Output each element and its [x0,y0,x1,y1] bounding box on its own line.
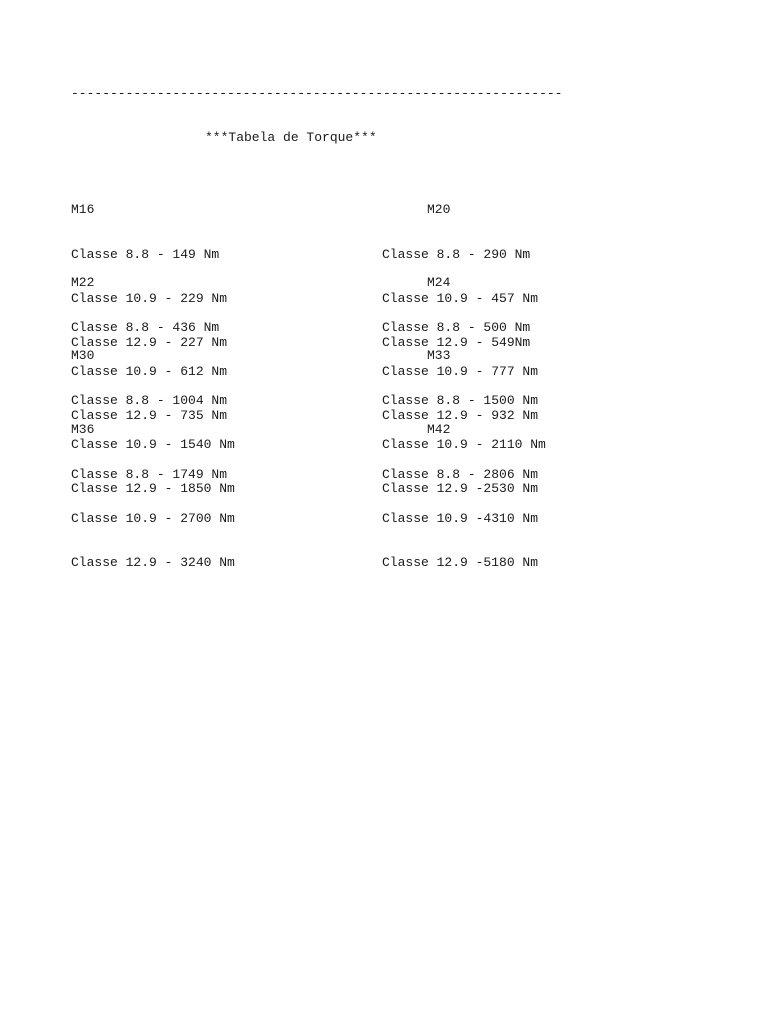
torque-line: Classe 10.9 - 229 Nm [71,290,228,306]
torque-line: Classe 8.8 - 290 Nm [382,246,531,262]
document-title: ***Tabela de Torque*** [205,130,377,145]
torque-line: Classe 12.9 - 549Nm [382,334,531,350]
torque-line: Classe 12.9 - 1850 Nm [71,480,235,496]
torque-line: Classe 10.9 - 2700 Nm [71,510,235,526]
bolt-size-heading: M30 [71,348,95,364]
separator-line: --------------------------------------------------------------- [71,86,563,101]
bolt-size-heading: M16 [71,202,95,218]
torque-line: Classe 8.8 - 1749 Nm [71,466,228,482]
torque-line: Classe 8.8 - 1004 Nm [71,392,228,408]
bolt-size-heading: M42 [427,422,451,438]
bolt-size-heading: M20 [427,202,451,218]
bolt-size-heading: M22 [71,275,95,291]
bolt-size-heading: M36 [71,422,95,438]
torque-line: Classe 10.9 - 612 Nm [71,363,228,379]
torque-line: Classe 12.9 -2530 Nm [382,480,539,496]
torque-line: Classe 10.9 -4310 Nm [382,510,539,526]
torque-line: Classe 12.9 - 227 Nm [71,334,228,350]
torque-line: Classe 12.9 - 735 Nm [71,407,228,423]
torque-line: Classe 8.8 - 500 Nm [382,319,531,335]
torque-line: Classe 12.9 - 3240 Nm [71,554,235,570]
torque-line: Classe 10.9 - 2110 Nm [382,436,546,452]
torque-line: Classe 10.9 - 777 Nm [382,363,539,379]
torque-line: Classe 8.8 - 2806 Nm [382,466,539,482]
torque-line: Classe 8.8 - 436 Nm [71,319,220,335]
torque-line: Classe 10.9 - 457 Nm [382,290,539,306]
torque-line: Classe 8.8 - 1500 Nm [382,392,539,408]
torque-line: Classe 12.9 - 932 Nm [382,407,539,423]
torque-group-m42 [382,394,538,600]
torque-line: Classe 10.9 - 1540 Nm [71,436,235,452]
bolt-size-heading: M24 [427,275,451,291]
torque-group-m36 [71,394,235,600]
torque-line: Classe 12.9 -5180 Nm [382,554,539,570]
torque-line: Classe 8.8 - 149 Nm [71,246,220,262]
bolt-size-heading: M33 [427,348,451,364]
